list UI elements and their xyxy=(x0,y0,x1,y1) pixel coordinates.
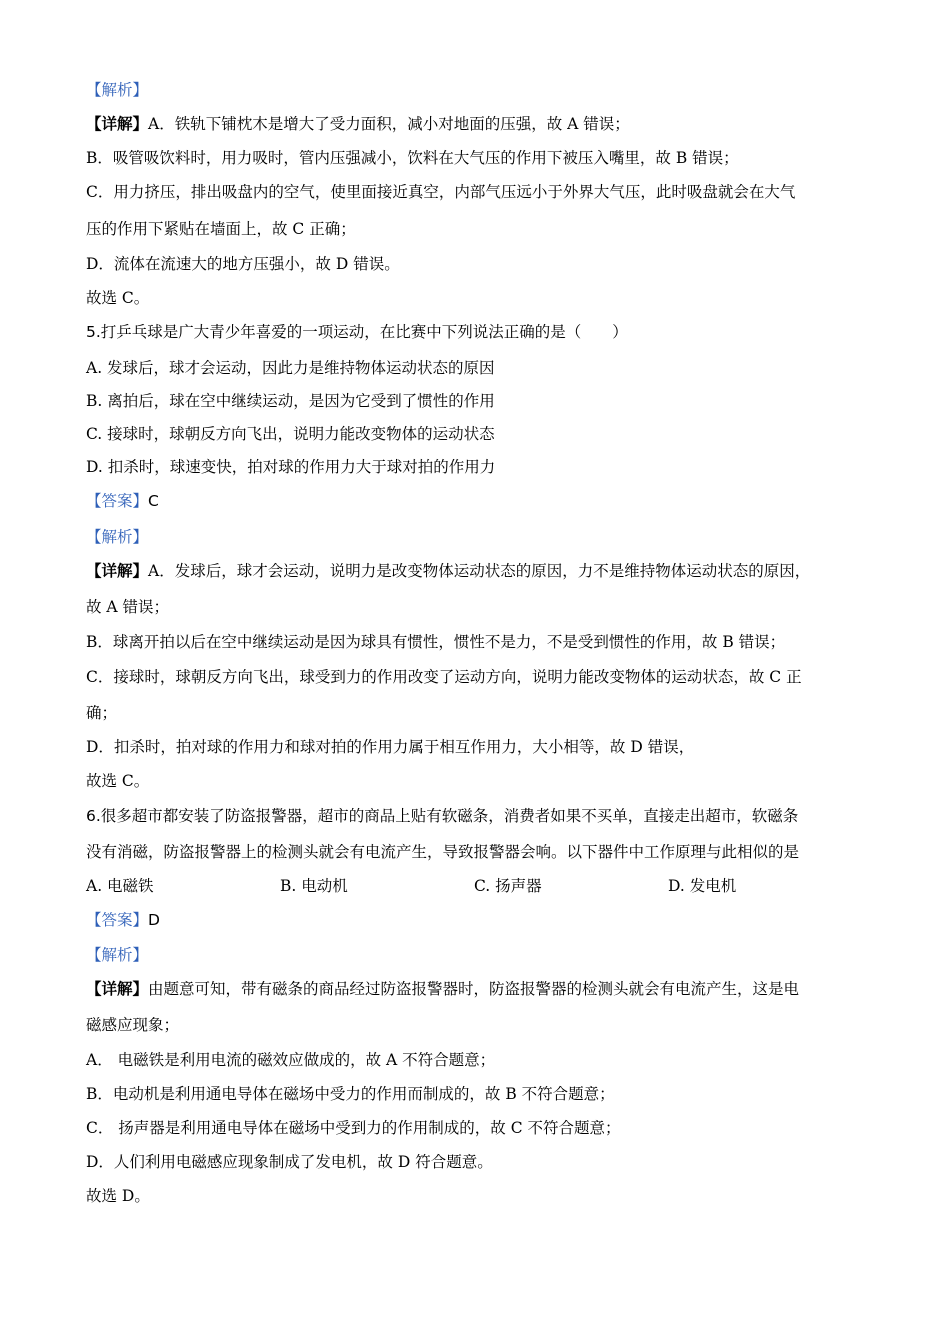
option-a: A. 发球后，球才会运动，因此力是维持物体运动状态的原因 xyxy=(86,359,495,377)
option-d: D. 发电机 xyxy=(668,877,737,895)
detail-text: A．铁轨下铺枕木是增大了受力面积，减小对地面的压强，故 A 错误； xyxy=(148,115,630,133)
analysis-label: 【解析】 xyxy=(86,528,149,546)
detail-line: C．接球时，球朝反方向飞出，球受到力的作用改变了运动方向，说明力能改变物体的运动状态，故 C 正 xyxy=(86,668,802,686)
conclusion-line: 故选 C。 xyxy=(86,772,150,790)
answer-value: C xyxy=(148,492,159,510)
detail-line: 磁感应现象； xyxy=(86,1016,180,1034)
option-d: D. 扣杀时，球速变快，拍对球的作用力大于球对拍的作用力 xyxy=(86,458,496,476)
detail-label: 【详解】 xyxy=(86,114,149,133)
detail-line: 压的作用下紧贴在墙面上，故 C 正确； xyxy=(86,220,356,238)
detail-line: C． 扬声器是利用通电导体在磁场中受到力的作用制成的，故 C 不符合题意； xyxy=(86,1119,621,1137)
detail-line: 故 A 错误； xyxy=(86,598,170,616)
answer-line xyxy=(86,490,880,512)
detail-text: A．发球后，球才会运动，说明力是改变物体运动状态的原因，力不是维持物体运动状态的原因， xyxy=(148,562,811,580)
analysis-label: 【解析】 xyxy=(86,946,149,964)
answer-value: D xyxy=(148,911,160,929)
detail-line: D．流体在流速大的地方压强小，故 D 错误。 xyxy=(86,255,400,273)
answer-label: 【答案】 xyxy=(86,911,149,929)
question-stem-cont: 没有消磁，防盗报警器上的检测头就会有电流产生，导致报警器会响。以下器件中工作原理与此相似的是 xyxy=(86,843,800,861)
detail-line: C．用力挤压，排出吸盘内的空气，使里面接近真空，内部气压远小于外界大气压，此时吸盘就会在大气 xyxy=(86,183,796,201)
detail-line xyxy=(86,560,880,582)
option-c: C. 接球时，球朝反方向飞出，说明力能改变物体的运动状态 xyxy=(86,425,495,443)
question-text: 很多超市都安装了防盗报警器，超市的商品上贴有软磁条，消费者如果不买单，直接走出超市，软磁条 xyxy=(100,807,799,825)
detail-line xyxy=(86,113,880,135)
detail-line: B．球离开拍以后在空中继续运动是因为球具有惯性，惯性不是力，不是受到惯性的作用，故 B 错误； xyxy=(86,633,786,651)
detail-line: D．扣杀时，拍对球的作用力和球对拍的作用力属于相互作用力，大小相等，故 D 错误， xyxy=(86,738,695,756)
detail-line: B．吸管吸饮料时，用力吸时，管内压强减小，饮料在大气压的作用下被压入嘴里，故 B 错误； xyxy=(86,149,739,167)
detail-line xyxy=(86,978,880,1000)
answer-line xyxy=(86,909,880,931)
answer-label: 【答案】 xyxy=(86,492,149,510)
detail-label: 【详解】 xyxy=(86,979,149,998)
detail-line: A． 电磁铁是利用电流的磁效应做成的，故 A 不符合题意； xyxy=(86,1051,496,1069)
question-text: 打乒乓球是广大青少年喜爱的一项运动，在比赛中下列说法正确的是（ ） xyxy=(100,323,628,341)
option-b: B. 电动机 xyxy=(280,877,348,895)
conclusion-line: 故选 C。 xyxy=(86,289,150,307)
detail-line: B．电动机是利用通电导体在磁场中受力的作用而制成的，故 B 不符合题意； xyxy=(86,1085,615,1103)
question-stem xyxy=(86,321,880,343)
conclusion-line: 故选 D。 xyxy=(86,1187,150,1205)
option-a: A. 电磁铁 xyxy=(86,877,154,895)
option-b: B. 离拍后，球在空中继续运动，是因为它受到了惯性的作用 xyxy=(86,392,495,410)
option-c: C. 扬声器 xyxy=(474,877,542,895)
detail-label: 【详解】 xyxy=(86,561,149,580)
question-number: 6. xyxy=(86,807,101,825)
detail-line: D．人们利用电磁感应现象制成了发电机，故 D 符合题意。 xyxy=(86,1153,493,1171)
analysis-label: 【解析】 xyxy=(86,81,149,99)
detail-text: 由题意可知，带有磁条的商品经过防盗报警器时，防盗报警器的检测头就会有电流产生，这是电 xyxy=(148,980,800,998)
question-number: 5. xyxy=(86,323,101,341)
question-stem xyxy=(86,805,880,827)
detail-line: 确； xyxy=(86,704,118,722)
